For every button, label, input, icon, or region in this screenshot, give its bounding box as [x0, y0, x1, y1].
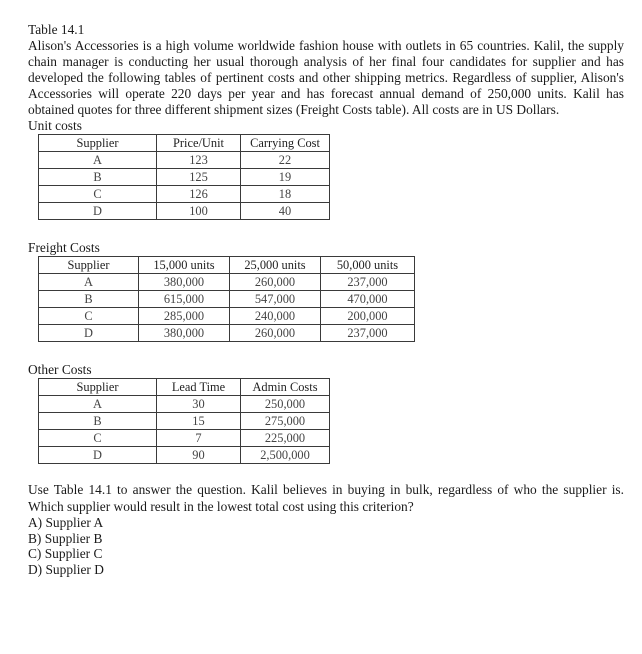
table-cell: C	[39, 308, 139, 325]
table-cell: 285,000	[139, 308, 230, 325]
table-cell: C	[39, 186, 157, 203]
table-cell: 22	[241, 152, 330, 169]
answer-option-b[interactable]: B) Supplier B	[28, 530, 103, 546]
header-cell: Lead Time	[157, 379, 241, 396]
table-cell: 547,000	[230, 291, 321, 308]
header-cell: 25,000 units	[230, 257, 321, 274]
table-row	[39, 169, 330, 186]
table-header-row	[39, 379, 330, 396]
table-cell: 237,000	[321, 274, 415, 291]
table-row	[39, 152, 330, 169]
other-costs-table	[38, 378, 330, 464]
table-cell: 40	[241, 203, 330, 220]
table-cell: B	[39, 169, 157, 186]
table-cell: 200,000	[321, 308, 415, 325]
header-cell: 15,000 units	[139, 257, 230, 274]
table-cell: 125	[157, 169, 241, 186]
table-cell: 100	[157, 203, 241, 220]
document-page	[28, 22, 624, 577]
header-cell: 50,000 units	[321, 257, 415, 274]
header-cell: Carrying Cost	[241, 135, 330, 152]
intro-paragraph: Alison's Accessories is a high volume worldwide fashion house with outlets in 65 countries. Kalil, the supply chain manager is conducting her usual thorough analysis of her final four candidates for supplier and has developed the following tables of pertinent costs and other shipping metrics. Regardless of supplier, Alison's Accessories will operate 220 days per year and has forecast annual demand of 250,000 units. Kalil has obtained quotes for three different shipment sizes (Freight Costs table). All costs are in US Dollars.	[28, 38, 624, 117]
table-row	[39, 186, 330, 203]
table-title: Table 14.1	[28, 22, 85, 37]
table-row	[39, 396, 330, 413]
table-row	[39, 203, 330, 220]
table-cell: 30	[157, 396, 241, 413]
table-row	[39, 274, 415, 291]
answer-option-c[interactable]: C) Supplier C	[28, 546, 103, 561]
header-cell: Supplier	[39, 379, 157, 396]
table-cell: 250,000	[241, 396, 330, 413]
table-cell: 380,000	[139, 325, 230, 342]
table-cell: A	[39, 152, 157, 169]
table-cell: 260,000	[230, 274, 321, 291]
table-cell: 15	[157, 413, 241, 430]
table-cell: 123	[157, 152, 241, 169]
table-cell: 240,000	[230, 308, 321, 325]
table-row	[39, 291, 415, 308]
table-cell: 225,000	[241, 430, 330, 447]
table-row	[39, 413, 330, 430]
table-cell: C	[39, 430, 157, 447]
table-cell: 275,000	[241, 413, 330, 430]
table-cell: A	[39, 274, 139, 291]
header-cell: Price/Unit	[157, 135, 241, 152]
table-cell: 19	[241, 169, 330, 186]
table-row	[39, 447, 330, 464]
freight-costs-label: Freight Costs	[28, 240, 100, 255]
header-cell: Supplier	[39, 257, 139, 274]
freight-costs-table	[38, 256, 415, 342]
table-cell: 237,000	[321, 325, 415, 342]
header-cell: Admin Costs	[241, 379, 330, 396]
table-cell: 615,000	[139, 291, 230, 308]
table-cell: D	[39, 325, 139, 342]
table-cell: 2,500,000	[241, 447, 330, 464]
table-cell: 260,000	[230, 325, 321, 342]
header-cell: Supplier	[39, 135, 157, 152]
answer-option-d[interactable]: D) Supplier D	[28, 561, 104, 577]
table-cell: 7	[157, 430, 241, 447]
table-cell: 18	[241, 186, 330, 203]
unit-costs-label: Unit costs	[28, 118, 82, 133]
table-header-row	[39, 135, 330, 152]
table-cell: 126	[157, 186, 241, 203]
table-cell: A	[39, 396, 157, 413]
answer-option-a[interactable]: A) Supplier A	[28, 515, 104, 530]
other-costs-label: Other Costs	[28, 362, 92, 377]
answer-options	[28, 515, 624, 577]
table-cell: D	[39, 447, 157, 464]
table-cell: 470,000	[321, 291, 415, 308]
table-cell: B	[39, 413, 157, 430]
table-cell: B	[39, 291, 139, 308]
table-row	[39, 325, 415, 342]
question-text: Use Table 14.1 to answer the question. Kalil believes in buying in bulk, regardless of who the supplier is. Which supplier would result in the lowest total cost using this criterion?	[28, 482, 624, 514]
unit-costs-table	[38, 134, 330, 220]
table-cell: 90	[157, 447, 241, 464]
table-row	[39, 430, 330, 447]
table-header-row	[39, 257, 415, 274]
table-cell: D	[39, 203, 157, 220]
table-row	[39, 308, 415, 325]
table-cell: 380,000	[139, 274, 230, 291]
